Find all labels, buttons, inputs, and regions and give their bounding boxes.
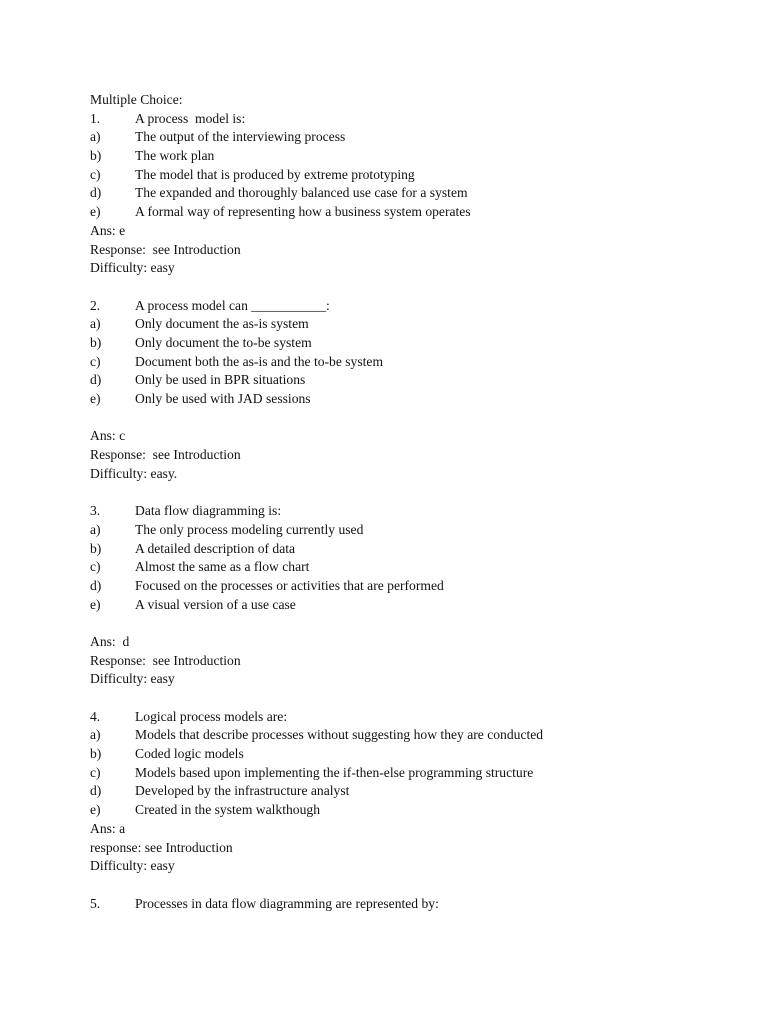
option-label: c) [90,166,101,182]
option-e [90,801,730,820]
option-a [90,726,730,745]
option-d [90,184,730,203]
option-text: A visual version of a use case [135,596,296,612]
option-label: e) [90,204,101,220]
option-c [90,764,730,783]
question-prompt [90,502,730,521]
question-5 [90,895,730,914]
question-prompt [90,708,730,727]
question-number: 2. [90,297,101,313]
difficulty-line: Difficulty: easy [90,858,175,874]
question-text: Logical process models are: [135,708,288,724]
option-text: Only be used in BPR situations [135,372,306,388]
option-c [90,166,730,185]
option-label: d) [90,783,102,799]
option-a [90,128,730,147]
option-b [90,147,730,166]
response-line: Response: see Introduction [90,447,241,463]
question-text: A process model can ___________: [135,297,330,313]
question-prompt [90,297,730,316]
question-1 [90,110,730,278]
option-e [90,203,730,222]
response-line: response: see Introduction [90,839,233,855]
option-text: Models based upon implementing the if-then-else programming structure [135,764,534,780]
option-text: Only document the to-be system [135,334,312,350]
option-label: c) [90,353,101,369]
option-d [90,782,730,801]
question-text: Data flow diagramming is: [135,503,282,519]
question-4 [90,708,730,876]
option-text: Developed by the infrastructure analyst [135,783,350,799]
option-label: c) [90,764,101,780]
question-prompt [90,895,730,914]
option-text: Only document the as-is system [135,316,309,332]
option-text: Coded logic models [135,746,244,762]
option-label: a) [90,727,101,743]
option-b [90,334,730,353]
question-number: 1. [90,110,101,126]
document-page [90,91,730,913]
option-text: Only be used with JAD sessions [135,391,311,406]
spacer [90,689,730,708]
option-label: e) [90,391,101,406]
option-b [90,745,730,764]
question-number: 4. [90,708,101,724]
answer-line: Ans: a [90,820,126,836]
option-label: b) [90,746,102,762]
response-line: Response: see Introduction [90,241,241,257]
option-label: e) [90,596,101,612]
question-number: 3. [90,503,101,519]
spacer [90,483,730,502]
section-heading: Multiple Choice: [90,92,183,107]
option-d [90,371,730,390]
option-text: A formal way of representing how a business system operates [135,204,471,220]
option-label: b) [90,148,102,164]
option-text: Models that describe processes without suggesting how they are conducted [135,727,544,743]
question-text: Processes in data flow diagramming are represented by: [135,895,439,911]
option-text: The expanded and thoroughly balanced use case for a system [135,185,468,201]
option-a [90,521,730,540]
option-d [90,577,730,596]
option-label: d) [90,577,102,593]
option-text: The model that is produced by extreme prototyping [135,166,415,182]
option-label: a) [90,316,101,332]
spacer [90,278,730,297]
question-prompt [90,110,730,129]
difficulty-line: Difficulty: easy [90,671,175,687]
option-e [90,390,730,409]
option-text: Focused on the processes or activities that are performed [135,577,444,593]
difficulty-line: Difficulty: easy. [90,465,178,481]
option-label: d) [90,185,102,201]
option-text: The only process modeling currently used [135,521,364,537]
spacer [90,409,730,428]
question-2 [90,297,730,484]
answer-line: Ans: d [90,633,130,649]
option-c [90,353,730,372]
option-label: d) [90,372,102,388]
question-number: 5. [90,895,101,911]
option-label: b) [90,540,102,556]
option-c [90,558,730,577]
difficulty-line: Difficulty: easy [90,260,175,276]
answer-line: Ans: e [90,222,126,238]
spacer [90,876,730,895]
question-3 [90,502,730,689]
option-b [90,540,730,559]
response-line: Response: see Introduction [90,652,241,668]
option-text: Created in the system walkthough [135,802,320,818]
option-label: b) [90,334,102,350]
option-text: The output of the interviewing process [135,129,346,145]
option-text: A detailed description of data [135,540,296,556]
option-text: Almost the same as a flow chart [135,559,310,575]
option-a [90,315,730,334]
option-label: a) [90,129,101,145]
spacer [90,614,730,633]
answer-line: Ans: c [90,428,126,444]
option-label: c) [90,559,101,575]
question-text: A process model is: [135,110,246,126]
option-label: e) [90,802,101,818]
option-e [90,596,730,615]
option-text: The work plan [135,148,215,164]
option-label: a) [90,521,101,537]
option-text: Document both the as-is and the to-be system [135,353,384,369]
